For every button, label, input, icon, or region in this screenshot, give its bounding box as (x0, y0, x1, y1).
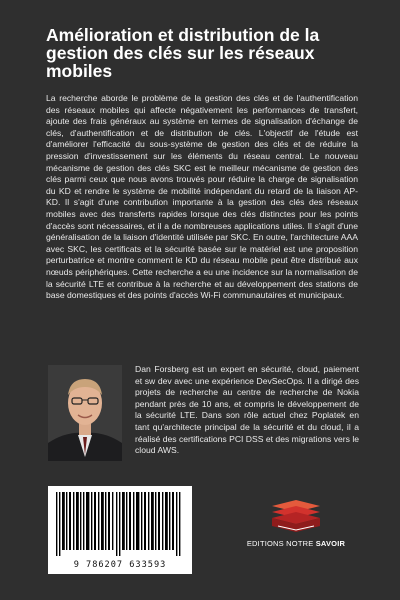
publisher-logo (236, 496, 356, 556)
publisher-name-light: EDITIONS NOTRE (246, 539, 314, 548)
publisher-name (236, 539, 356, 548)
publisher-book-icon (268, 496, 324, 536)
author-bio: Dan Forsberg est un expert en sécurité, cloud, paiement et sw dev avec une expérience DevSecOps. Il a dirigé des projets de recherche au centre de recherche de Nokia pendant près de 10 ans, et compris le développement de la sécurité LTE. Dans son rôle actuel chez Poplatek en tant qu'architecte principal de la sécurité et du cloud, il a réalisé des certifications PCI DSS et des migrations vers le cloud AWS. (135, 364, 360, 456)
author-photo (48, 365, 122, 461)
isbn-barcode (48, 486, 192, 574)
barcode-bars (56, 492, 184, 556)
book-description: La recherche aborde le problème de la gestion des clés et de l'authentification des réseaux mobiles qui affecte négativement les performances de transfert, ajoute des frais généraux au système en termes de signalisation d'échange de clés, d'authentification et de distribution de clés. L'objectif de l'étude est d'améliorer l'efficacité du sous-système de gestion des clés et de réduire la pression d'investissement sur les éléments du réseau central. Le nouveau mécanisme de gestion des clés SKC est le meilleur mécanisme de gestion des clés parmi ceux que nous avons trouvés pour réduire la charge de signalisation du KD et rendre le système de mobilité indépendant du retard de la liaison AP-KD. Il s'agit d'une contribution importante à la gestion des clés des réseaux mobiles avec des transferts rapides lorsque des clés distinctes pour les points d'accès sont nécessaires, et il a de nombreuses applications utiles. Il s'agit d'une généralisation de la liaison d'identité utilisée par SKC. En outre, l'architecture AAA avec SKC, les certificats et la sécurité basée sur le matériel est une proposition perturbatrice et montre comment le KD du réseau mobile peut être distribué aux nœuds périphériques. Cette recherche a eu une incidence sur la normalisation de la sécurité LTE et contribue à la recherche et au développement des stations de base domestiques et des points d'accès Wi-Fi communautaires et municipaux. (46, 93, 358, 301)
publisher-name-bold: SAVOIR (315, 539, 346, 548)
book-title: Amélioration et distribution de la gestion des clés sur les réseaux mobiles (46, 25, 320, 81)
isbn-number: 9 786207 633593 (73, 560, 167, 570)
